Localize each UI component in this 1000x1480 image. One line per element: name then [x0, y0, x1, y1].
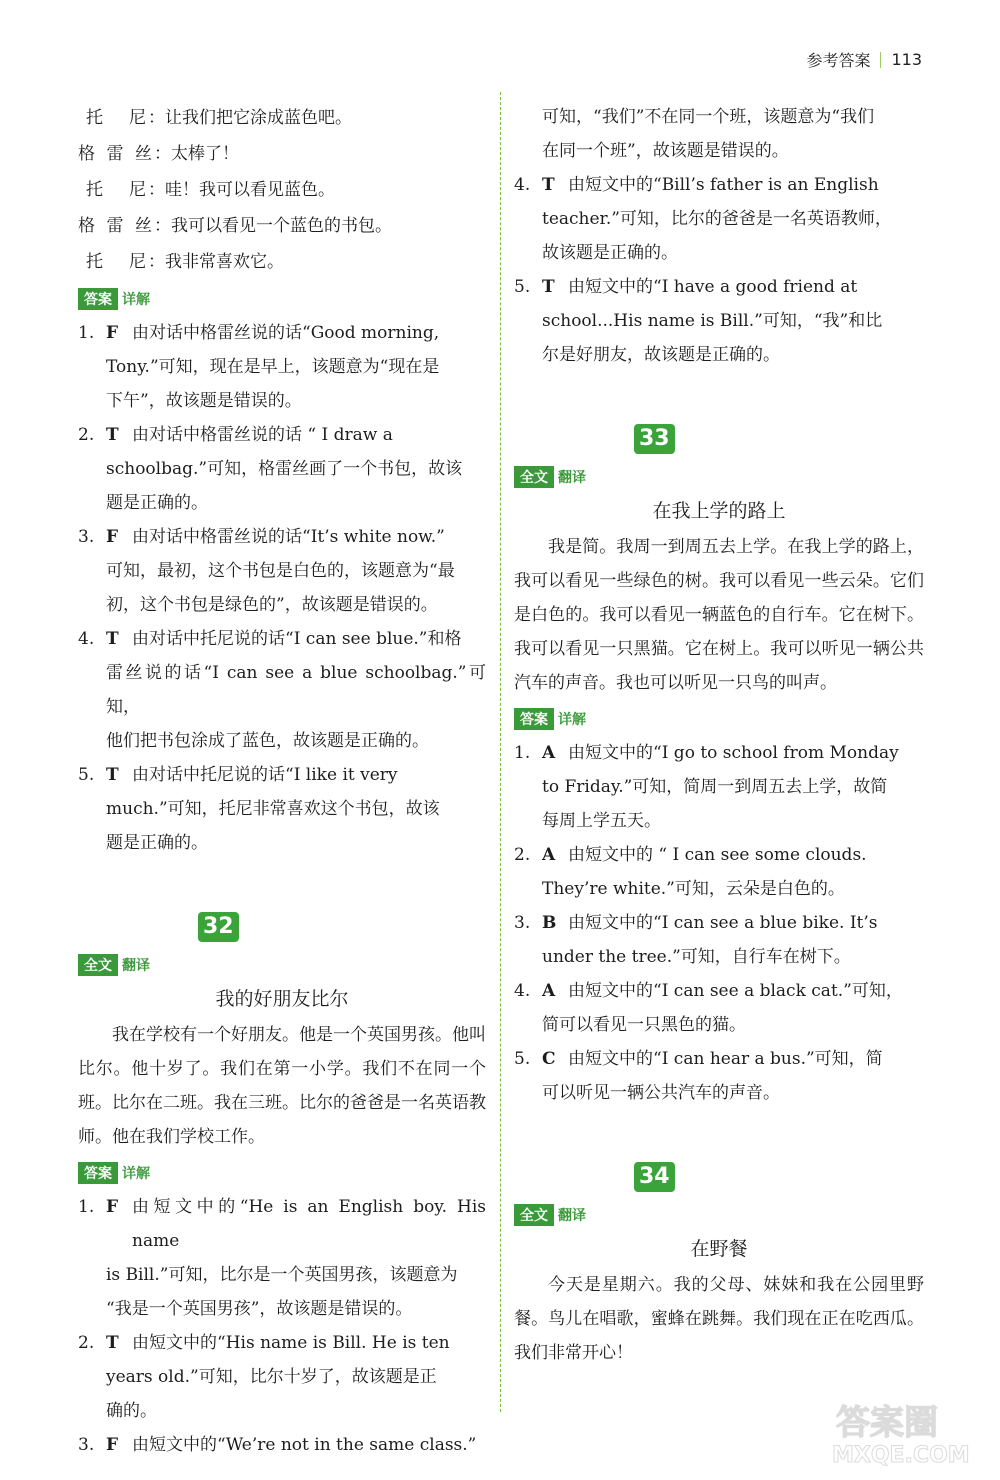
answer-number: 4. [78, 629, 95, 649]
passage-title: 在野餐 [690, 1238, 748, 1260]
page-header [806, 48, 922, 71]
answer-line [78, 350, 486, 384]
answer-text: 题是正确的。 [106, 833, 208, 853]
answer-item [514, 168, 924, 202]
answer-line [514, 100, 924, 134]
answer-line [514, 236, 924, 270]
answer-text: 由对话中格雷丝说的话“Good morning, [132, 323, 440, 343]
tag-full: 全文 [78, 954, 118, 976]
tag-translate: 翻译 [558, 470, 586, 486]
answer-key: T [106, 425, 119, 445]
right-column [514, 100, 924, 1370]
answer-item [78, 418, 486, 452]
dialogue-text: ：让我们把它涂成蓝色吧。 [148, 108, 352, 128]
answer-line [78, 452, 486, 486]
passage-title: 在我上学的路上 [652, 500, 786, 522]
answer-item [514, 974, 924, 1008]
answer-text: 每周上学五天。 [542, 811, 661, 831]
answer-text: 由短文中的 “ I can see some clouds. [568, 845, 867, 865]
answer-text: 初，这个书包是绿色的”，故该题是错误的。 [106, 595, 438, 615]
answer-number: 1. [78, 1197, 95, 1217]
answer-text: is Bill.”可知，比尔是一个英国男孩，该题意为 [106, 1265, 458, 1285]
answer-item [78, 520, 486, 554]
tag-answer: 答案 [78, 1162, 118, 1184]
answer-key: T [542, 175, 555, 195]
answer-key: A [542, 981, 556, 1001]
answer-text: 由对话中格雷丝说的话“It’s white now.” [132, 527, 445, 547]
answer-key: T [106, 1333, 119, 1353]
answer-text: much.”可知，托尼非常喜欢这个书包，故该 [106, 799, 440, 819]
answer-text: under the tree.”可知，自行车在树下。 [542, 947, 851, 967]
answers-32-cont [514, 168, 924, 372]
answer-line [514, 770, 924, 804]
tag-detail: 详解 [122, 1166, 150, 1182]
answer-text: 可知，“我们”不在同一个班，该题意为“我们 [542, 107, 875, 127]
column-divider [500, 92, 501, 1412]
answer-line [78, 384, 486, 418]
passage-paragraph: 我在学校有一个好朋友。他是一个英国男孩。他叫比尔。他十岁了。我们在第一小学。我们不在同一个班。比尔在二班。我在三班。比尔的爸爸是一名英语教师。他在我们学校工作。 [78, 1025, 486, 1147]
answers-32 [78, 1190, 486, 1462]
answer-item [78, 758, 486, 792]
full-translation-tag [514, 466, 924, 488]
answer-text: 雷丝说的话“I can see a blue schoolbag.”可知， [106, 663, 486, 717]
answer-item [78, 622, 486, 656]
answer-text: 尔是好朋友，故该题是正确的。 [542, 345, 780, 365]
speaker: 托尼 [86, 180, 146, 200]
answer-number: 5. [514, 277, 531, 297]
answer-line [514, 202, 924, 236]
answer-line [514, 338, 924, 372]
answer-text: “我是一个英国男孩”，故该题是错误的。 [106, 1299, 413, 1319]
answer-number: 5. [514, 1049, 531, 1069]
answer-item [514, 838, 924, 872]
answer-line [78, 724, 486, 758]
answers-31 [78, 316, 486, 860]
answer-line [78, 1394, 486, 1428]
dialogue-text: ：太棒了！ [154, 144, 239, 164]
answer-text: 他们把书包涂成了蓝色，故该题是正确的。 [106, 731, 429, 751]
answer-text: 确的。 [106, 1401, 157, 1421]
answer-number: 2. [78, 425, 95, 445]
answer-number: 1. [78, 323, 95, 343]
speaker: 托尼 [86, 108, 146, 128]
answers-33 [514, 736, 924, 1110]
answer-key: T [542, 277, 555, 297]
answer-item [78, 1326, 486, 1360]
answer-text: 由短文中的“I can see a blue bike. It’s [568, 913, 878, 933]
answer-text: 由短文中的“I can see a black cat.”可知， [568, 981, 903, 1001]
answer-text: 由短文中的“Bill’s father is an English [568, 175, 879, 195]
answer-text: teacher.”可知，比尔的爸爸是一名英语教师， [542, 209, 892, 229]
answer-line [78, 486, 486, 520]
passage-34-header [514, 1140, 924, 1196]
passage-number-badge: 32 [198, 912, 239, 942]
answer-text: 题是正确的。 [106, 493, 208, 513]
dialogue-text: ：哇！我可以看见蓝色。 [148, 180, 335, 200]
watermark-text: 答案圈 [836, 1403, 938, 1443]
answer-text: 可以听见一辆公共汽车的声音。 [542, 1083, 780, 1103]
answer-line [78, 826, 486, 860]
answer-text: 由短文中的“I have a good friend at [568, 277, 858, 297]
answer-text: 由短文中的“He is an English boy. His name [132, 1197, 486, 1251]
answer-item [78, 316, 486, 350]
answer-number: 2. [78, 1333, 95, 1353]
answer-text: They’re white.”可知，云朵是白色的。 [542, 879, 845, 899]
speaker: 托尼 [86, 252, 146, 272]
answer-key: T [106, 765, 119, 785]
answer-detail-tag [78, 1162, 486, 1184]
passage-paragraph: 我是简。我周一到周五去上学。在我上学的路上，我可以看见一些绿色的树。我可以看见一些云朵。它们是白色的。我可以看见一辆蓝色的自行车。它在树下。我可以看见一只黑猫。它在树上。我可以听见一辆公共汽车的声音。我也可以听见一只鸟的叫声。 [514, 537, 924, 693]
left-column [78, 100, 486, 1462]
answer-detail-tag [514, 708, 924, 730]
answer-line [78, 1292, 486, 1326]
answer-item [514, 906, 924, 940]
answer-text: 由短文中的“I go to school from Monday [568, 743, 899, 763]
answer-item [514, 736, 924, 770]
answer-text: 故该题是正确的。 [542, 243, 678, 263]
answer-line [78, 588, 486, 622]
dialogue-text: ：我可以看见一个蓝色的书包。 [154, 216, 392, 236]
answer-line [514, 1076, 924, 1110]
answer-line [514, 804, 924, 838]
answer-key: A [542, 845, 556, 865]
answer-key: F [106, 1197, 119, 1217]
answer-key: C [542, 1049, 556, 1069]
dialogue-line [78, 208, 486, 244]
answer-line [78, 656, 486, 724]
answer-key: B [542, 913, 557, 933]
answer-item [514, 270, 924, 304]
answer-number: 3. [78, 527, 95, 547]
page-number: 113 [891, 50, 922, 69]
answer-line [78, 1258, 486, 1292]
header-label: 参考答案 [806, 51, 871, 70]
answer-line [78, 1360, 486, 1394]
speaker: 格雷丝 [78, 144, 152, 164]
tag-detail: 详解 [122, 292, 150, 308]
tag-full: 全文 [514, 1204, 554, 1226]
header-separator [880, 52, 881, 68]
answer-text: 由对话中托尼说的话“I like it very [132, 765, 398, 785]
passage-paragraph: 今天是星期六。我的父母、妹妹和我在公园里野餐。鸟儿在唱歌，蜜蜂在跳舞。我们现在正在吃西瓜。我们非常开心！ [514, 1275, 924, 1363]
answer-text: 由对话中格雷丝说的话 “ I draw a [132, 425, 393, 445]
answer-number: 5. [78, 765, 95, 785]
full-translation-tag [78, 954, 486, 976]
answer-number: 4. [514, 981, 531, 1001]
answer-number: 3. [78, 1435, 95, 1455]
answer-key: F [106, 323, 119, 343]
answer-text: 下午”，故该题是错误的。 [106, 391, 302, 411]
answer-number: 2. [514, 845, 531, 865]
answer-key: A [542, 743, 556, 763]
passage-number-badge: 34 [634, 1162, 675, 1192]
dialogue-line [78, 244, 486, 280]
answer-item [514, 1042, 924, 1076]
answer-text: 由短文中的“I can hear a bus.”可知，简 [568, 1049, 883, 1069]
answer-item [78, 1190, 486, 1258]
answer-line [78, 554, 486, 588]
full-translation-tag [514, 1204, 924, 1226]
answer-number: 1. [514, 743, 531, 763]
passage-title: 我的好朋友比尔 [215, 988, 349, 1010]
answer-number: 4. [514, 175, 531, 195]
answer-text: 由短文中的“We’re not in the same class.” [132, 1435, 477, 1455]
answer-line [514, 1008, 924, 1042]
dialogue-text: ：我非常喜欢它。 [148, 252, 284, 272]
tag-answer: 答案 [78, 288, 118, 310]
passage-33-header [514, 402, 924, 458]
passage-32-header [78, 890, 486, 946]
answer-line [514, 872, 924, 906]
answer-text: Tony.”可知，现在是早上，该题意为“现在是 [106, 357, 440, 377]
answer-text: schoolbag.”可知，格雷丝画了一个书包，故该 [106, 459, 463, 479]
answer-line [78, 792, 486, 826]
watermark-logo-icon [826, 1398, 986, 1468]
answer-number: 3. [514, 913, 531, 933]
dialogue [78, 100, 486, 280]
answer-text: school...His name is Bill.”可知，“我”和比 [542, 311, 883, 331]
dialogue-line [78, 100, 486, 136]
tag-full: 全文 [514, 466, 554, 488]
answer-text: 由短文中的“His name is Bill. He is ten [132, 1333, 450, 1353]
dialogue-line [78, 136, 486, 172]
answer-line [514, 134, 924, 168]
answer-line [514, 304, 924, 338]
answer-text: 简可以看见一只黑色的猫。 [542, 1015, 746, 1035]
answer-text: 在同一个班”，故该题是错误的。 [542, 141, 789, 161]
tag-answer: 答案 [514, 708, 554, 730]
answer-key: T [106, 629, 119, 649]
answer-text: 可知，最初，这个书包是白色的，该题意为“最 [106, 561, 455, 581]
answer-text: to Friday.”可知，简周一到周五去上学，故简 [542, 777, 888, 797]
answer-continuation [514, 100, 924, 168]
answer-key: F [106, 527, 119, 547]
answer-detail-tag [78, 288, 486, 310]
answer-item [78, 1428, 486, 1462]
passage-number-badge: 33 [634, 424, 675, 454]
tag-translate: 翻译 [122, 958, 150, 974]
tag-translate: 翻译 [558, 1208, 586, 1224]
tag-detail: 详解 [558, 712, 586, 728]
answer-text: 由对话中托尼说的话“I can see blue.”和格 [132, 629, 462, 649]
dialogue-line [78, 172, 486, 208]
answer-key: F [106, 1435, 119, 1455]
watermark-url: MXQE.COM [832, 1443, 970, 1468]
answer-text: years old.”可知，比尔十岁了，故该题是正 [106, 1367, 437, 1387]
answer-line [514, 940, 924, 974]
speaker: 格雷丝 [78, 216, 152, 236]
